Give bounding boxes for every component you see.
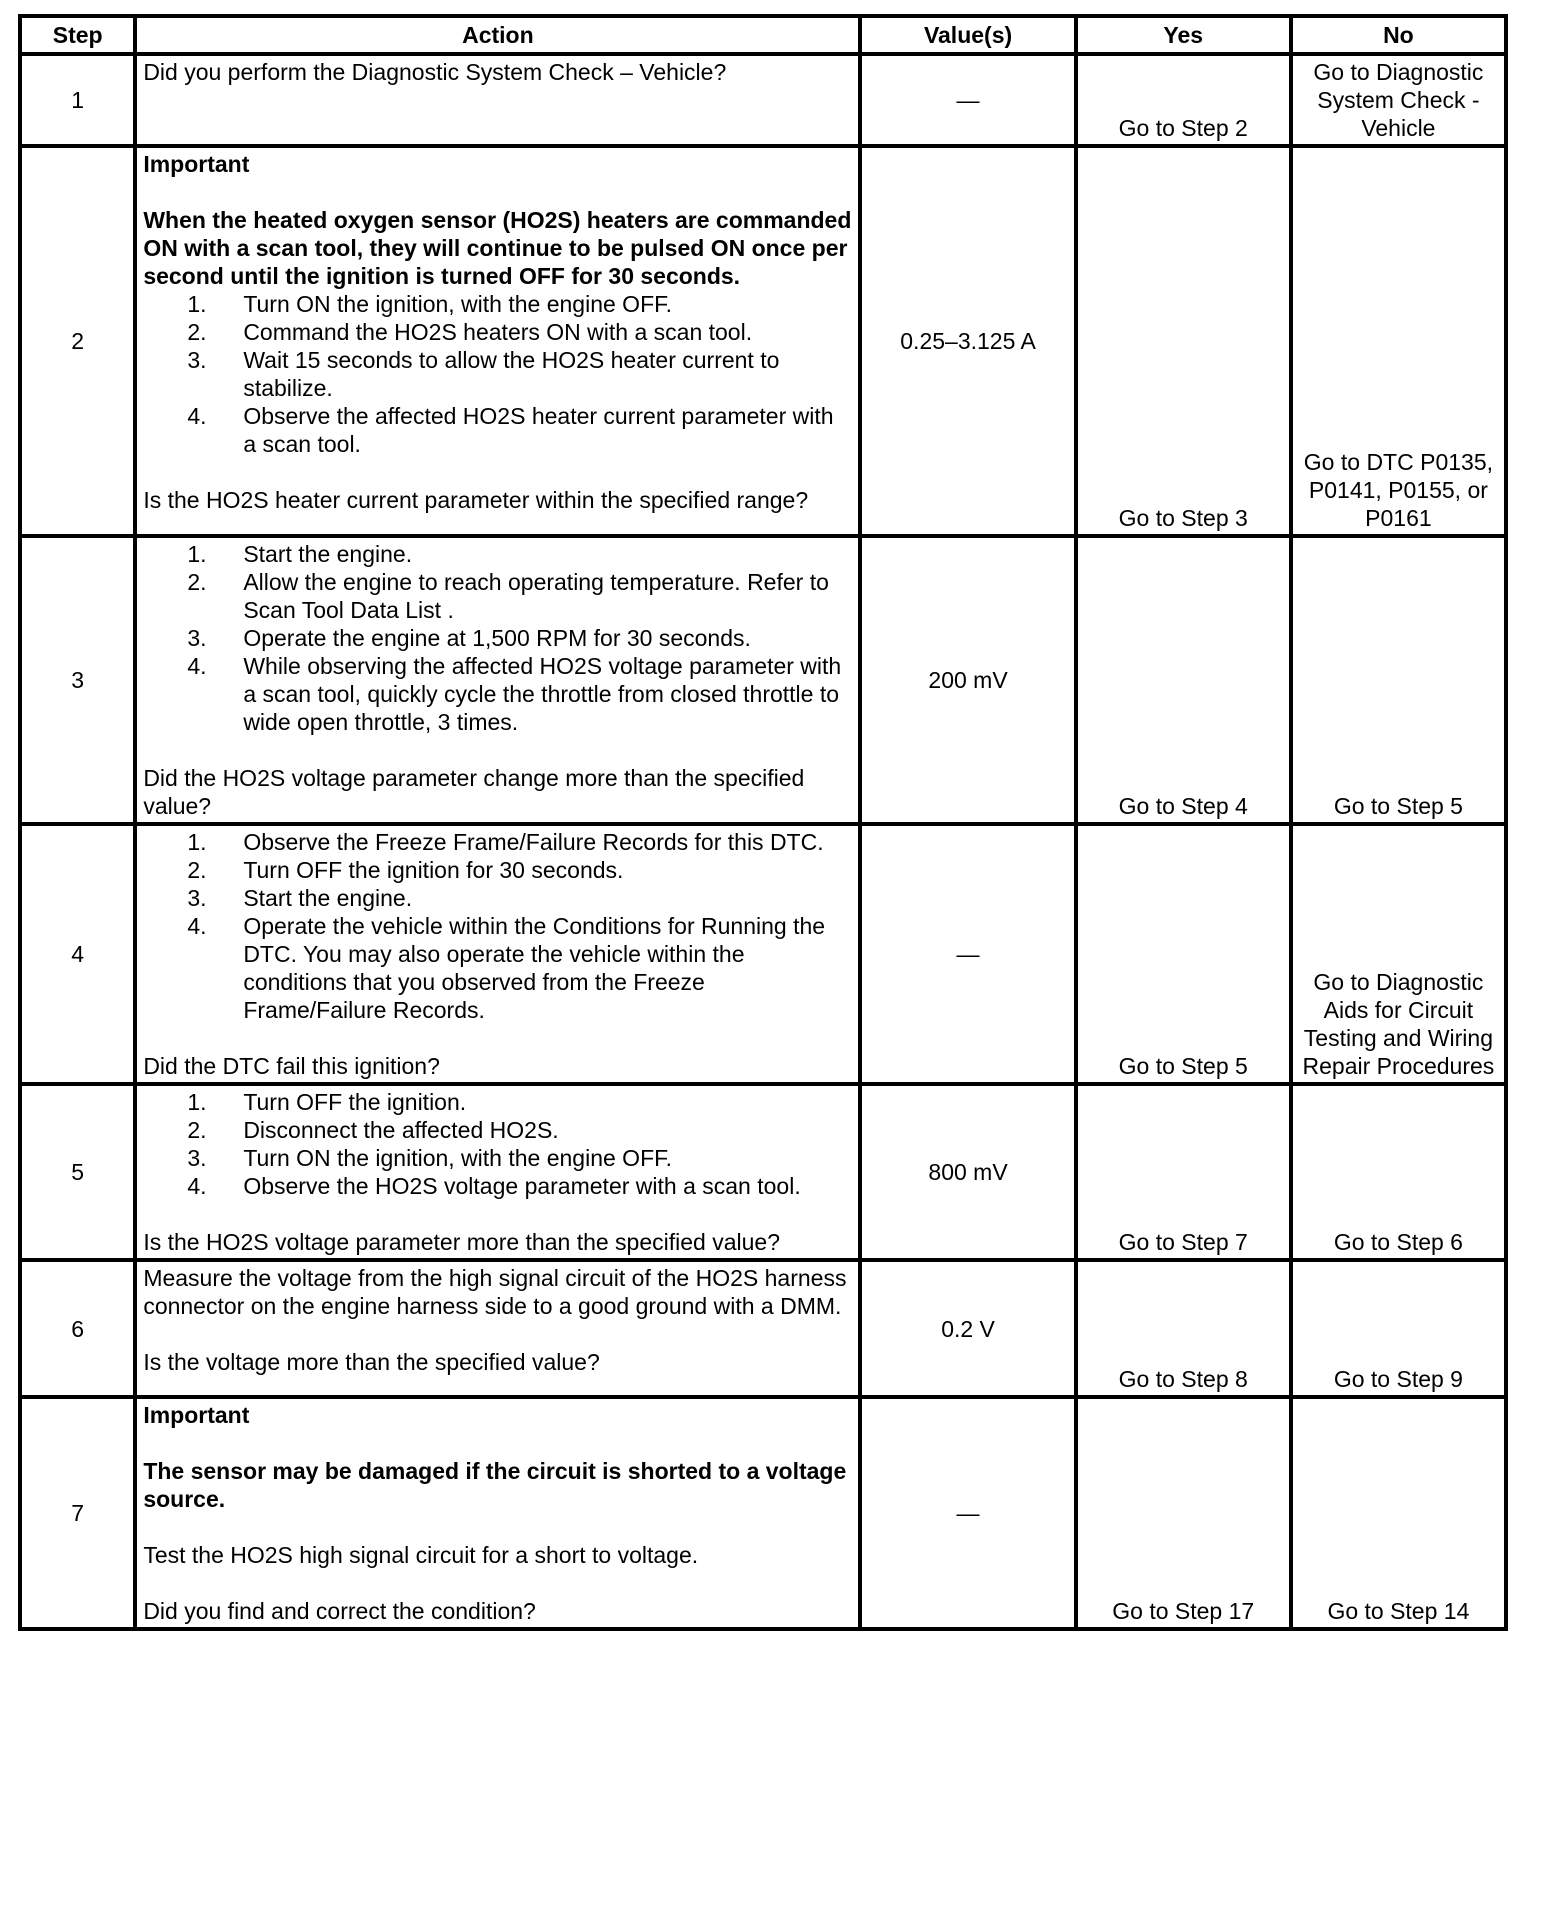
important-title: Important [143,151,250,177]
value-cell: 0.2 V [860,1260,1075,1397]
list-item: 1. Start the engine. [187,541,413,567]
procedure-list [143,828,852,1024]
question-text: Is the HO2S voltage parameter more than the specified value? [143,1229,781,1255]
no-cell: Go to Diagnostic Aids for Circuit Testing and Wiring Repair Procedures [1291,824,1506,1084]
list-item: 3. Turn ON the ignition, with the engine OFF. [187,1145,673,1171]
list-item: 2. Allow the engine to reach operating temperature. Refer to Scan Tool Data List . [187,569,829,623]
step-number: 7 [20,1397,135,1629]
value-cell: — [860,824,1075,1084]
important-text: When the heated oxygen sensor (HO2S) heaters are commanded ON with a scan tool, they will continue to be pulsed ON once per second until the ignition is turned OFF for 30 seconds. [143,207,852,289]
list-item: 4. Observe the affected HO2S heater current parameter with a scan tool. [187,403,834,457]
question-text: Is the voltage more than the specified value? [143,1349,600,1375]
no-cell: Go to DTC P0135, P0141, P0155, or P0161 [1291,146,1506,536]
procedure-list [143,1088,852,1200]
question-text: Did you perform the Diagnostic System Check – Vehicle? [143,59,727,85]
table-row [20,1084,1506,1260]
table-row [20,146,1506,536]
header-step: Step [20,16,135,54]
table-row [20,824,1506,1084]
yes-cell: Go to Step 17 [1076,1397,1291,1629]
list-item: 4. While observing the affected HO2S voltage parameter with a scan tool, quickly cycle the throttle from closed throttle to wide open throttle, 3 times. [187,653,842,735]
table-row [20,1260,1506,1397]
yes-cell: Go to Step 7 [1076,1084,1291,1260]
no-cell: Go to Step 9 [1291,1260,1506,1397]
important-text: The sensor may be damaged if the circuit is shorted to a voltage source. [143,1458,847,1512]
instruction-text: Measure the voltage from the high signal circuit of the HO2S harness connector on the engine harness side to a good ground with a DMM. [143,1265,847,1319]
yes-cell: Go to Step 2 [1076,54,1291,146]
step-number: 2 [20,146,135,536]
list-item: 3. Operate the engine at 1,500 RPM for 30 seconds. [187,625,751,651]
table-row [20,1397,1506,1629]
action-cell [135,1084,860,1260]
yes-cell: Go to Step 8 [1076,1260,1291,1397]
action-cell [135,536,860,824]
action-cell [135,1260,860,1397]
diagnostic-table [18,14,1508,1631]
yes-cell: Go to Step 3 [1076,146,1291,536]
important-title: Important [143,1402,250,1428]
no-cell: Go to Step 14 [1291,1397,1506,1629]
step-number: 1 [20,54,135,146]
yes-cell: Go to Step 5 [1076,824,1291,1084]
header-no: No [1291,16,1506,54]
step-number: 3 [20,536,135,824]
action-cell [135,146,860,536]
list-item: 2. Command the HO2S heaters ON with a scan tool. [187,319,753,345]
list-item: 3. Wait 15 seconds to allow the HO2S heater current to stabilize. [187,347,780,401]
list-item: 3. Start the engine. [187,885,413,911]
list-item: 2. Disconnect the affected HO2S. [187,1117,559,1143]
diagnostic-page [18,14,1508,1631]
list-item: 1. Turn ON the ignition, with the engine OFF. [187,291,673,317]
list-item: 1. Observe the Freeze Frame/Failure Records for this DTC. [187,829,824,855]
action-cell [135,54,860,146]
header-yes: Yes [1076,16,1291,54]
step-number: 5 [20,1084,135,1260]
header-action: Action [135,16,860,54]
value-cell: 800 mV [860,1084,1075,1260]
list-item: 2. Turn OFF the ignition for 30 seconds. [187,857,624,883]
action-cell [135,824,860,1084]
question-text: Did you find and correct the condition? [143,1598,536,1624]
list-item: 4. Operate the vehicle within the Conditions for Running the DTC. You may also operate the vehicle within the conditions that you observed from the Freeze Frame/Failure Records. [187,913,826,1023]
value-cell: 0.25–3.125 A [860,146,1075,536]
yes-cell: Go to Step 4 [1076,536,1291,824]
header-values: Value(s) [860,16,1075,54]
step-number: 4 [20,824,135,1084]
header-row [20,16,1506,54]
instruction-text: Test the HO2S high signal circuit for a short to voltage. [143,1542,699,1568]
value-cell: 200 mV [860,536,1075,824]
question-text: Did the DTC fail this ignition? [143,1053,440,1079]
procedure-list [143,540,852,736]
list-item: 4. Observe the HO2S voltage parameter with a scan tool. [187,1173,801,1199]
step-number: 6 [20,1260,135,1397]
list-item: 1. Turn OFF the ignition. [187,1089,467,1115]
no-cell: Go to Diagnostic System Check - Vehicle [1291,54,1506,146]
no-cell: Go to Step 5 [1291,536,1506,824]
question-text: Is the HO2S heater current parameter within the specified range? [143,487,809,513]
value-cell: — [860,54,1075,146]
table-row [20,54,1506,146]
procedure-list [143,290,852,458]
action-cell [135,1397,860,1629]
question-text: Did the HO2S voltage parameter change more than the specified value? [143,765,805,819]
table-row [20,536,1506,824]
no-cell: Go to Step 6 [1291,1084,1506,1260]
value-cell: — [860,1397,1075,1629]
